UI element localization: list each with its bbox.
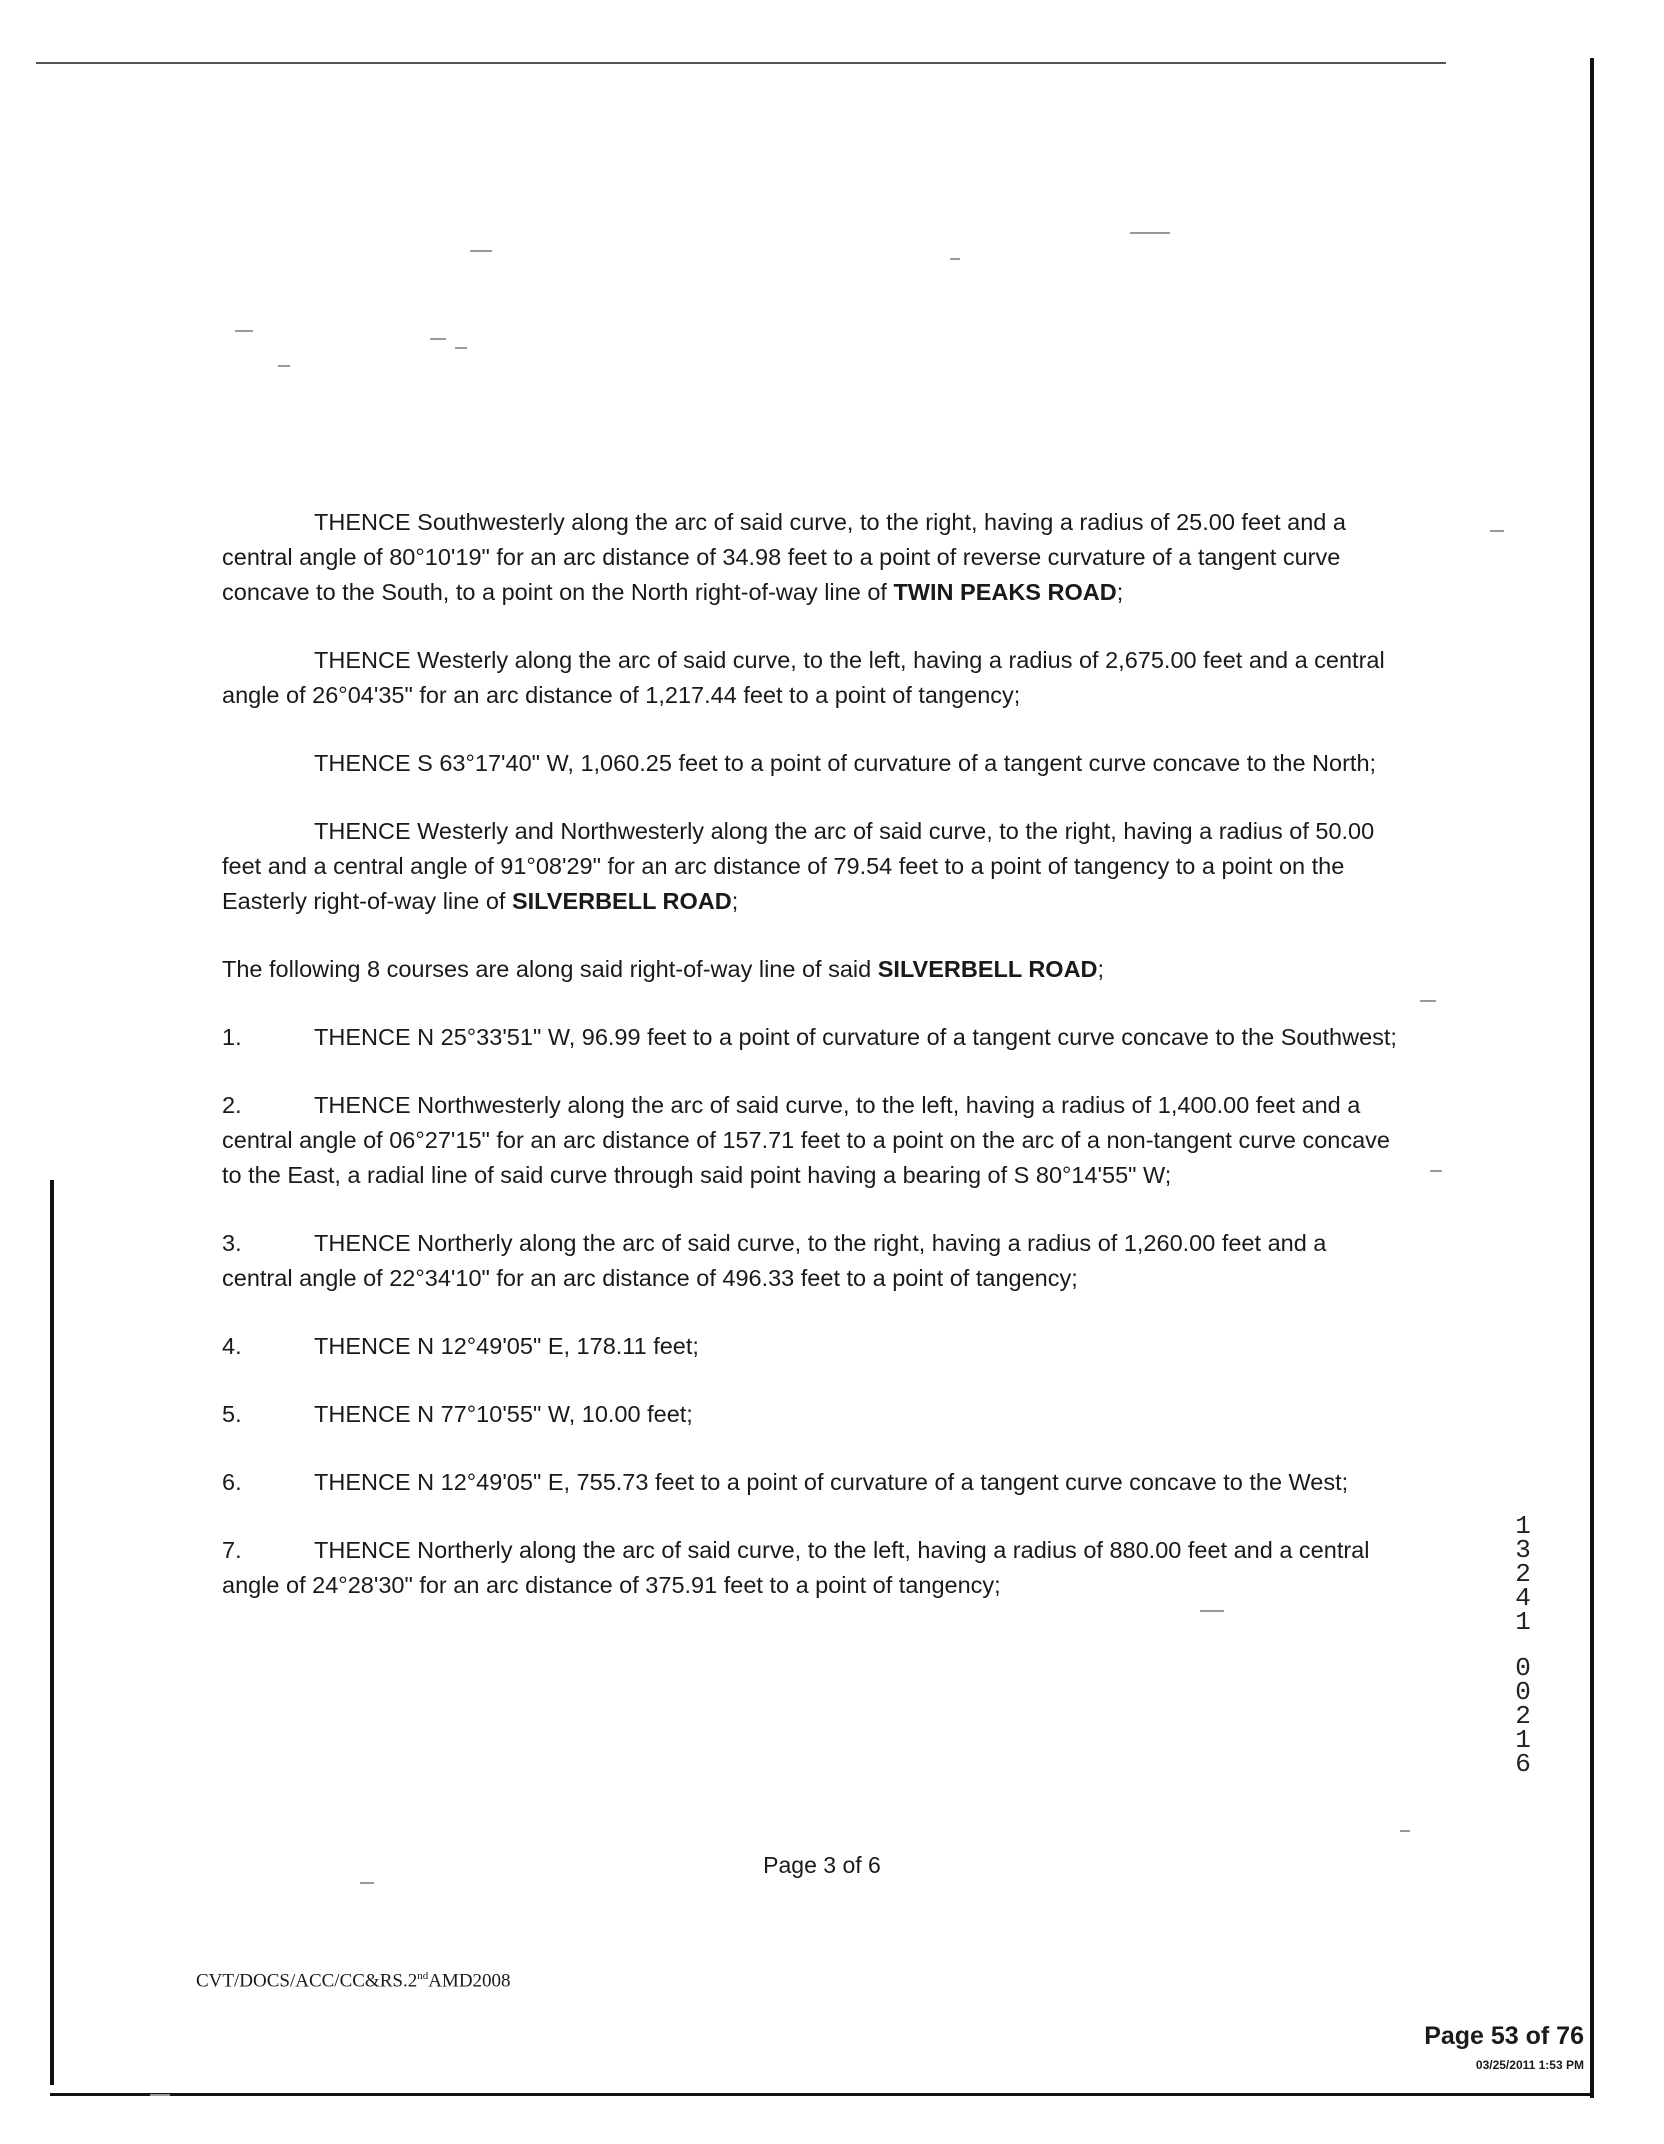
- paragraph-text: ;: [1116, 579, 1124, 605]
- recording-page-stamp: Page 53 of 76: [1424, 2022, 1584, 2050]
- course-number: 6.: [222, 1469, 242, 1495]
- stamp-digit: 1: [1515, 1725, 1531, 1755]
- document-code: CVT/DOCS/ACC/CC&RS.2ndAMD2008: [196, 1970, 511, 1992]
- stamp-digit: 2: [1515, 1559, 1531, 1589]
- paragraph-text: THENCE Northerly along the arc of said curve, to the right, having a radius of 1,260.00 feet and a central angle of 22°34'10" for an arc distance of 496.33 feet to a point of tangency;: [222, 1230, 1327, 1291]
- top-rule: [36, 62, 1446, 64]
- legal-paragraph: [222, 746, 1397, 781]
- stamp-digit: 2: [1515, 1701, 1531, 1731]
- paragraph-text: THENCE N 12°49'05" E, 755.73 feet to a point of curvature of a tangent curve concave to the West;: [314, 1469, 1349, 1495]
- paragraph-text: The following 8 courses are along said right-of-way line of said: [222, 956, 878, 982]
- course-number: 5.: [222, 1401, 242, 1427]
- page-number: Page 3 of 6: [763, 1852, 881, 1878]
- legal-paragraph: [222, 505, 1397, 610]
- paragraph-text: THENCE Westerly and Northwesterly along the arc of said curve, to the right, having a radius of 50.00 feet and a central angle of 91°08'29" for an arc distance of 79.54 feet to a point of tangency to a point on the Easterly right-of-way line of: [222, 818, 1375, 914]
- road-name: TWIN PEAKS ROAD: [893, 579, 1117, 605]
- legal-paragraph: [222, 1329, 1397, 1364]
- stamp-digit: 1: [1515, 1511, 1531, 1541]
- right-border: [1590, 58, 1594, 2098]
- paragraph-text: THENCE Northerly along the arc of said curve, to the left, having a radius of 880.00 feet and a central angle of 24°28'30" for an arc distance of 375.91 feet to a point of tangency;: [222, 1537, 1370, 1598]
- bottom-rule: [50, 2093, 1594, 2096]
- legal-paragraph: [222, 814, 1397, 919]
- legal-paragraph: [222, 1533, 1397, 1603]
- paragraph-text: THENCE Northwesterly along the arc of said curve, to the left, having a radius of 1,400.00 feet and a central angle of 06°27'15" for an arc distance of 157.71 feet to a point on the arc of a non-tangent curve concave to the East, a radial line of said curve through said point having a bearing of S 80°14'55" W;: [222, 1092, 1390, 1188]
- paragraph-text: ;: [731, 888, 739, 914]
- stamp-digit: 4: [1515, 1583, 1531, 1613]
- stamp-digit: 3: [1515, 1535, 1531, 1565]
- vertical-recording-number: [1508, 1511, 1538, 1779]
- stamp-digit: 6: [1515, 1749, 1531, 1779]
- paragraph-text: THENCE Westerly along the arc of said curve, to the left, having a radius of 2,675.00 feet and a central angle of 26°04'35" for an arc distance of 1,217.44 feet to a point of tangency;: [222, 647, 1385, 708]
- legal-paragraph: [222, 1020, 1397, 1055]
- paragraph-text: THENCE N 77°10'55" W, 10.00 feet;: [314, 1401, 693, 1427]
- legal-paragraph: [222, 643, 1397, 713]
- paragraph-text: THENCE Southwesterly along the arc of said curve, to the right, having a radius of 25.00 feet and a central angle of 80°10'19" for an arc distance of 34.98 feet to a point of reverse curvature of a tangent curve concave to the South, to a point on the North right-of-way line of: [222, 509, 1346, 605]
- paragraph-text: ;: [1097, 956, 1105, 982]
- course-number: 1.: [222, 1024, 242, 1050]
- legal-paragraph: [222, 1088, 1397, 1193]
- paragraph-text: THENCE N 12°49'05" E, 178.11 feet;: [314, 1333, 699, 1359]
- legal-paragraph: [222, 1226, 1397, 1296]
- road-name: SILVERBELL ROAD: [877, 956, 1098, 982]
- road-name: SILVERBELL ROAD: [511, 888, 732, 914]
- left-border: [50, 1180, 54, 2085]
- document-body: [222, 505, 1397, 1636]
- recording-date-stamp: 03/25/2011 1:53 PM: [1475, 2058, 1584, 2072]
- legal-paragraph: [222, 952, 1397, 987]
- paragraph-text: THENCE N 25°33'51" W, 96.99 feet to a point of curvature of a tangent curve concave to the Southwest;: [314, 1024, 1397, 1050]
- course-number: 3.: [222, 1230, 242, 1256]
- stamp-digit: 0: [1515, 1653, 1531, 1683]
- stamp-digit: 0: [1515, 1677, 1531, 1707]
- paragraph-text: THENCE S 63°17'40" W, 1,060.25 feet to a point of curvature of a tangent curve concave to the North;: [314, 750, 1377, 776]
- stamp-digit: 1: [1515, 1607, 1531, 1637]
- course-number: 2.: [222, 1092, 242, 1118]
- course-number: 4.: [222, 1333, 242, 1359]
- legal-paragraph: [222, 1397, 1397, 1432]
- legal-paragraph: [222, 1465, 1397, 1500]
- course-number: 7.: [222, 1537, 242, 1563]
